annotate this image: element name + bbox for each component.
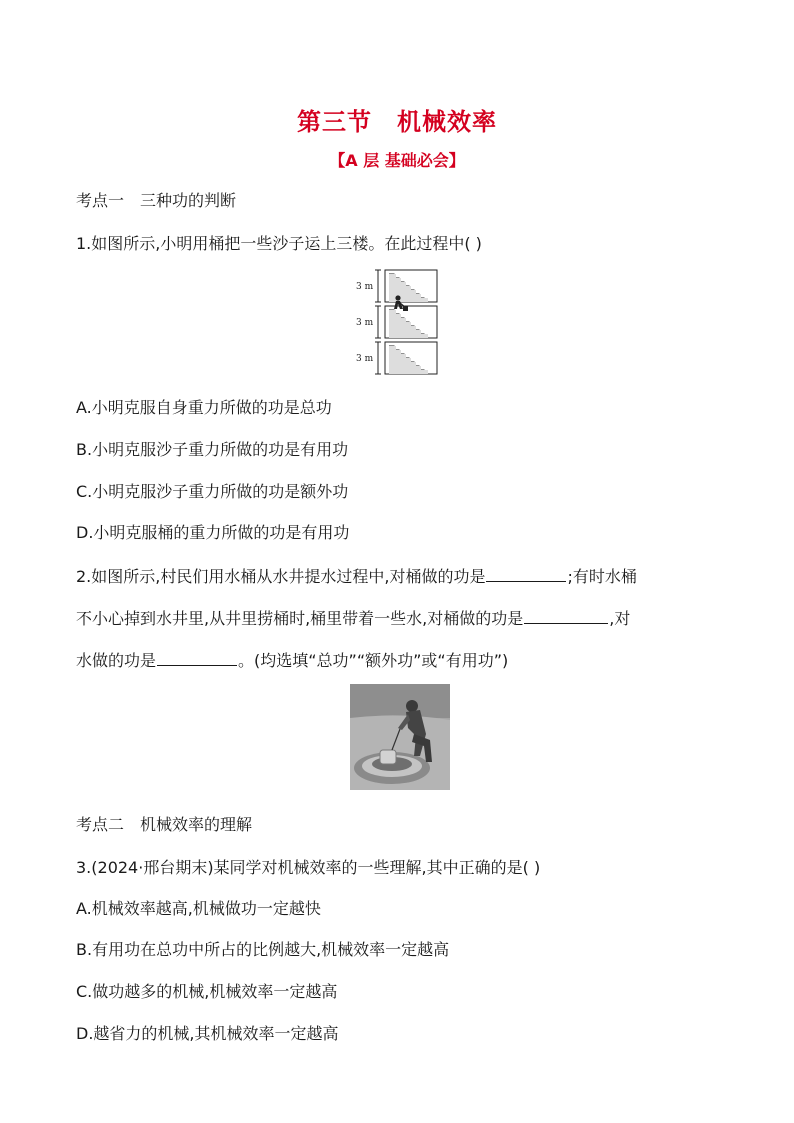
floor-height-label: 3 m (356, 282, 374, 292)
section-heading: 考点二 机械效率的理解 (76, 815, 253, 834)
level-subtitle: 【A 层 基础必会】 (329, 151, 465, 170)
question-line (76, 649, 508, 672)
option-d: D.越省力的机械,其机械效率一定越高 (76, 1024, 339, 1043)
answer-blank[interactable] (486, 565, 566, 582)
question-text: ,对 (609, 609, 631, 628)
stairs-figure (356, 268, 442, 376)
option-c: C.做功越多的机械,机械效率一定越高 (76, 982, 338, 1001)
option-c: C.小明克服沙子重力所做的功是额外功 (76, 482, 349, 501)
option-d: D.小明克服桶的重力所做的功是有用功 (76, 523, 350, 542)
question-text: ;有时水桶 (567, 567, 637, 586)
question-line (76, 565, 637, 588)
option-b: B.小明克服沙子重力所做的功是有用功 (76, 440, 349, 459)
floor-height-label: 3 m (356, 354, 374, 364)
question-line (76, 607, 630, 630)
question-text: 水做的功是 (76, 651, 157, 670)
option-b: B.有用功在总功中所占的比例越大,机械效率一定越高 (76, 940, 450, 959)
answer-blank[interactable] (157, 649, 237, 666)
well-photo (350, 684, 450, 790)
page-title: 第三节 机械效率 (297, 108, 497, 136)
question-text: 不小心掉到水井里,从井里捞桶时,桶里带着一些水,对桶做的功是 (76, 609, 524, 628)
question-stem: 1.如图所示,小明用桶把一些沙子运上三楼。在此过程中( ) (76, 234, 482, 253)
option-a: A.小明克服自身重力所做的功是总功 (76, 398, 332, 417)
section-heading: 考点一 三种功的判断 (76, 191, 237, 210)
floor-height-label: 3 m (356, 318, 374, 328)
question-stem: 3.(2024·邢台期末)某同学对机械效率的一些理解,其中正确的是( ) (76, 858, 541, 877)
answer-blank[interactable] (524, 607, 608, 624)
option-a: A.机械效率越高,机械做功一定越快 (76, 899, 321, 918)
question-text: 2.如图所示,村民们用水桶从水井提水过程中,对桶做的功是 (76, 567, 486, 586)
question-text: 。(均选填“总功”“额外功”或“有用功”) (238, 651, 509, 670)
